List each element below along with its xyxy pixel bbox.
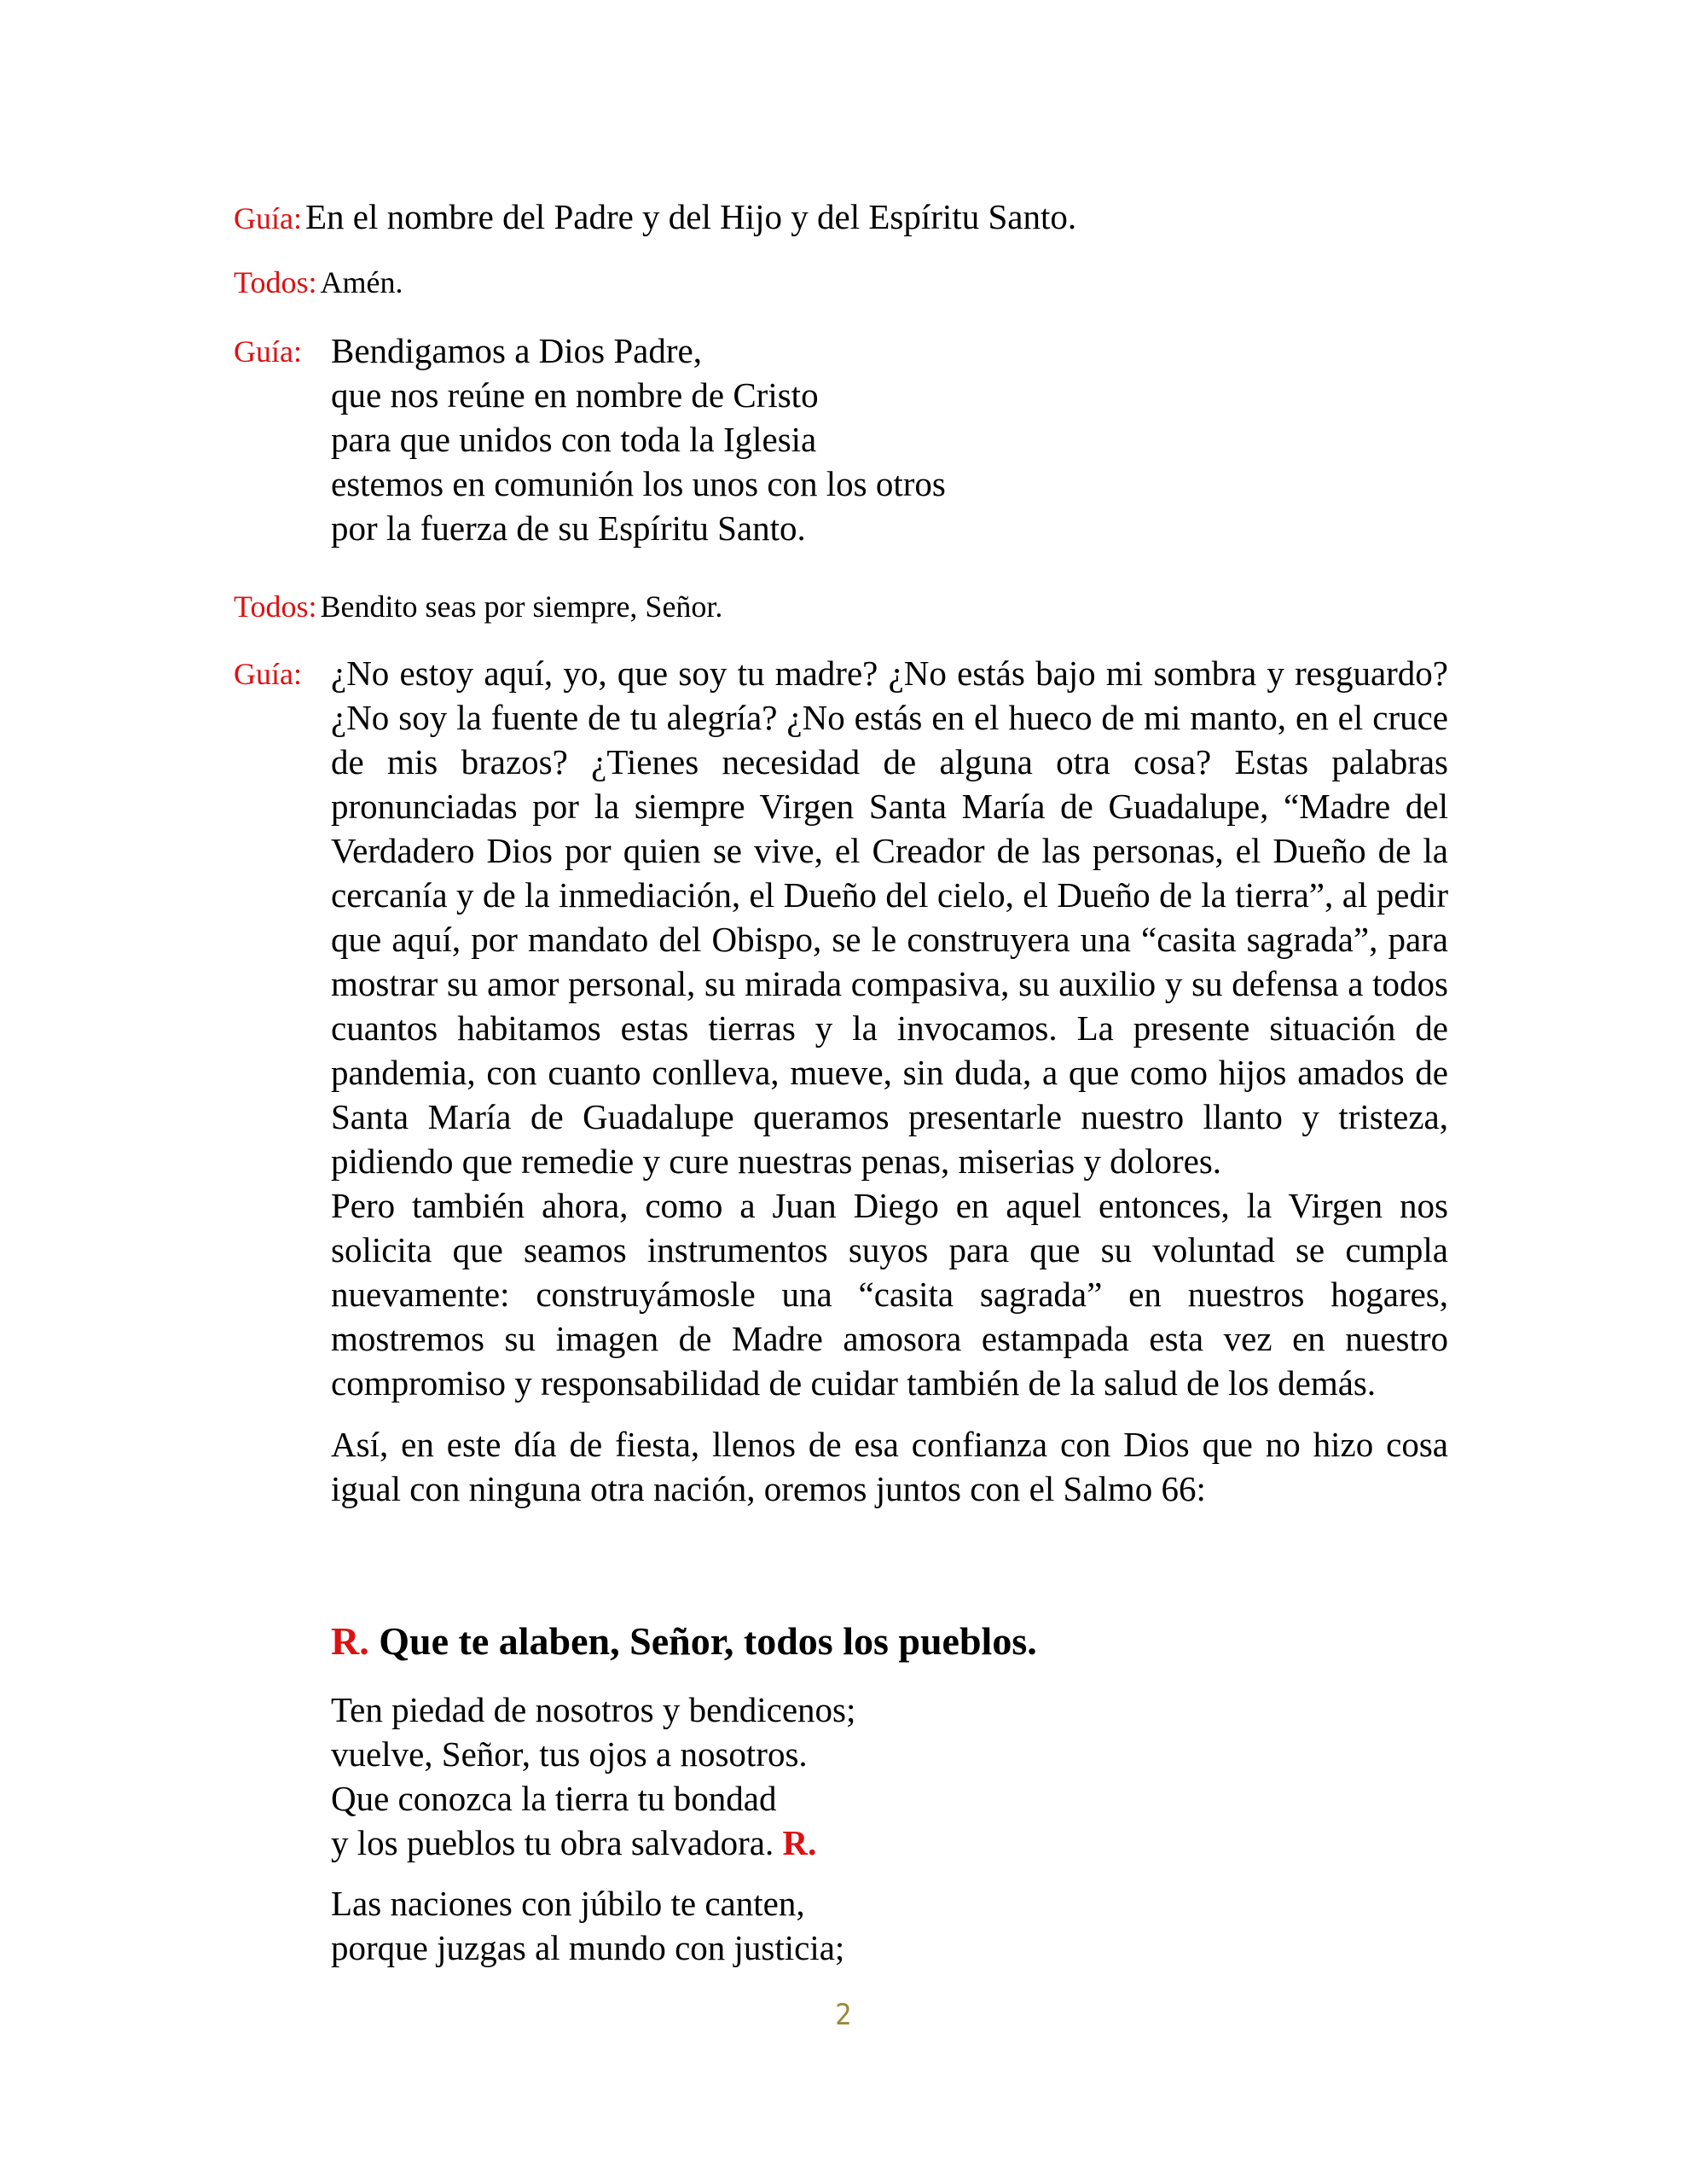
reflection-text [331,651,1448,1511]
stanza-text [331,1687,1448,1865]
paragraph: ¿No estoy aquí, yo, que soy tu madre? ¿No estás bajo mi sombra y resguardo? ¿No soy la fuente de tu alegría? ¿No estás en el hueco de mi manto, en el cruce de mis brazos? ¿Tienes necesidad de alguna otra cosa? Estas palabras pronunciadas por la siempre Virgen Santa María de Guadalupe, “Madre del Verdadero Dios por quien se vive, el Creador de las personas, el Dueño de la cercanía y de la inmediación, el Dueño del cielo, el Dueño de la tierra”, al pedir que aquí, por mandato del Obispo, se le construyera una “casita sagrada”, para mostrar su amor personal, su mirada compasiva, su auxilio y su defensa a todos cuantos habitamos estas tierras y la invocamos. La presente situación de pandemia, con cuanto conlleva, mueve, sin duda, a que como hijos amados de Santa María de Guadalupe queramos presentarle nuestro llanto y tristeza, pidiendo que remedie y cure nuestras penas, miserias y dolores. [331,653,1448,1181]
blessing-text [331,328,1448,550]
text-line: para que unidos con toda la Iglesia [331,420,817,459]
dialogue-line-1 [234,195,1448,239]
stanza-text [331,1881,1448,1970]
response-marker: R. [331,1619,369,1663]
dialogue-line-2 [234,263,1448,302]
line-text: Bendito seas por siempre, Señor. [320,590,723,624]
stanza-last-line [331,1821,1448,1865]
response-marker: R. [782,1823,817,1862]
speaker-label: Todos: [234,265,317,299]
psalm-response-line [331,1618,1448,1665]
text-line: Que conozca la tierra tu bondad [331,1779,777,1818]
text-line: Bendigamos a Dios Padre, [331,331,702,370]
text-line: Ten piedad de nosotros y bendicenos; [331,1690,856,1729]
text-line: estemos en comunión los unos con los otros [331,464,946,503]
text-line: por la fuerza de su Espíritu Santo. [331,508,806,548]
line-text: En el nombre del Padre y del Hijo y del Espíritu Santo. [304,197,1077,236]
paragraph: Así, en este día de fiesta, llenos de esa confianza con Dios que no hizo cosa igual con ninguna otra nación, oremos juntos con el Salmo 66: [331,1425,1448,1508]
text-line: porque juzgas al mundo con justicia; [331,1928,845,1967]
response-text: Que te alaben, Señor, todos los pueblos. [379,1619,1037,1663]
page-number: 2 [835,1998,852,2032]
text-line: Las naciones con júbilo te canten, [331,1884,805,1923]
speaker-label: Guía: [234,657,302,691]
text-line: que nos reúne en nombre de Cristo [331,375,819,415]
text-line: vuelve, Señor, tus ojos a nosotros. [331,1734,808,1774]
speaker-label: Guía: [234,334,302,369]
line-text: Amén. [320,265,403,299]
paragraph: Pero también ahora, como a Juan Diego en aquel entonces, la Virgen nos solicita que seamos instrumentos suyos para que su voluntad se cumpla nuevamente: construyámosle una “casita sagrada” en nuestros hogares, mostremos su imagen de Madre amosora estampada esta vez en nuestro compromiso y responsabilidad de cuidar también de la salud de los demás. [331,1186,1448,1403]
speaker-label: Todos: [234,590,317,624]
text-line: y los pueblos tu obra salvadora. [331,1823,774,1862]
speaker-label: Guía: [234,201,302,235]
dialogue-line-4 [234,587,1448,626]
